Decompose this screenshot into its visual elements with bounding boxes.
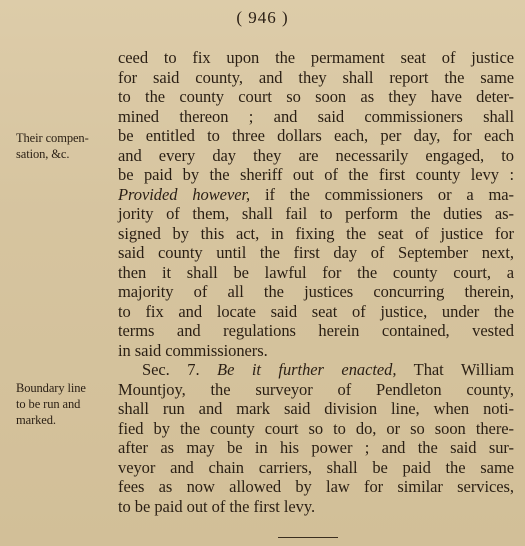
- section-number: Sec. 7.: [142, 360, 218, 379]
- text-line: and every day they are necessarily engaged, to: [118, 145, 514, 165]
- text-line: to fix and locate said seat of justice, under the: [118, 301, 514, 321]
- text-line: shall run and mark said division line, when noti-: [118, 399, 514, 418]
- text-line: ceed to fix upon the permament seat of justice: [118, 48, 514, 67]
- provided-prefix: Provided however,: [118, 184, 251, 204]
- closing-rule: [278, 537, 338, 538]
- text-line: for said county, and they shall report the same: [118, 67, 514, 87]
- text-line: be paid by the sheriff out of the first county levy :: [118, 165, 514, 184]
- text-line: then it shall be lawful for the county court, a: [118, 262, 514, 282]
- enacting-clause: Be it further enacted,: [217, 360, 397, 379]
- text-line: fees as now allowed by law for similar services,: [118, 477, 514, 496]
- text-line: said county until the first day of September next,: [118, 243, 514, 262]
- text-line: to the county court so soon as they have deter-: [118, 87, 514, 106]
- text-line: to be paid out of the first levy.: [118, 496, 316, 516]
- body-text: [118, 48, 514, 516]
- margin-notes: [0, 0, 112, 546]
- text-line: terms and regulations herein contained, vested: [118, 321, 514, 340]
- text-line: be entitled to three dollars each, per day, for each: [118, 126, 514, 145]
- provided-rest: if the commissioners or a ma-: [250, 184, 514, 204]
- margin-note-line: Their compen-: [16, 131, 89, 145]
- page-number: ( 946 ): [236, 8, 289, 27]
- text-line: fied by the county court so to do, or so soon there-: [118, 418, 514, 438]
- margin-note-line: marked.: [16, 413, 56, 427]
- text-line-section-7: [118, 360, 514, 380]
- margin-note-line: Boundary line: [16, 381, 86, 395]
- text-line-provided: [118, 185, 514, 205]
- text-line: majority of all the justices concurring therein,: [118, 282, 514, 301]
- text-line: after as may be in his power ; and the said sur-: [118, 438, 514, 457]
- margin-note-boundary-line: [16, 380, 116, 428]
- margin-note-line: sation, &c.: [16, 147, 70, 161]
- text-line: Mountjoy, the surveyor of Pendleton county,: [118, 379, 514, 399]
- margin-note-line: to be run and: [16, 397, 81, 411]
- section-rest: That William: [396, 360, 514, 379]
- margin-note-compensation: [16, 130, 116, 162]
- text-line: mined thereon ; and said commissioners shall: [118, 106, 514, 126]
- text-line: signed by this act, in fixing the seat of justice for: [118, 223, 514, 243]
- text-line: in said commissioners.: [118, 340, 268, 360]
- text-line: veyor and chain carriers, shall be paid the same: [118, 457, 514, 477]
- text-line: jority of them, shall fail to perform the duties as-: [118, 204, 514, 223]
